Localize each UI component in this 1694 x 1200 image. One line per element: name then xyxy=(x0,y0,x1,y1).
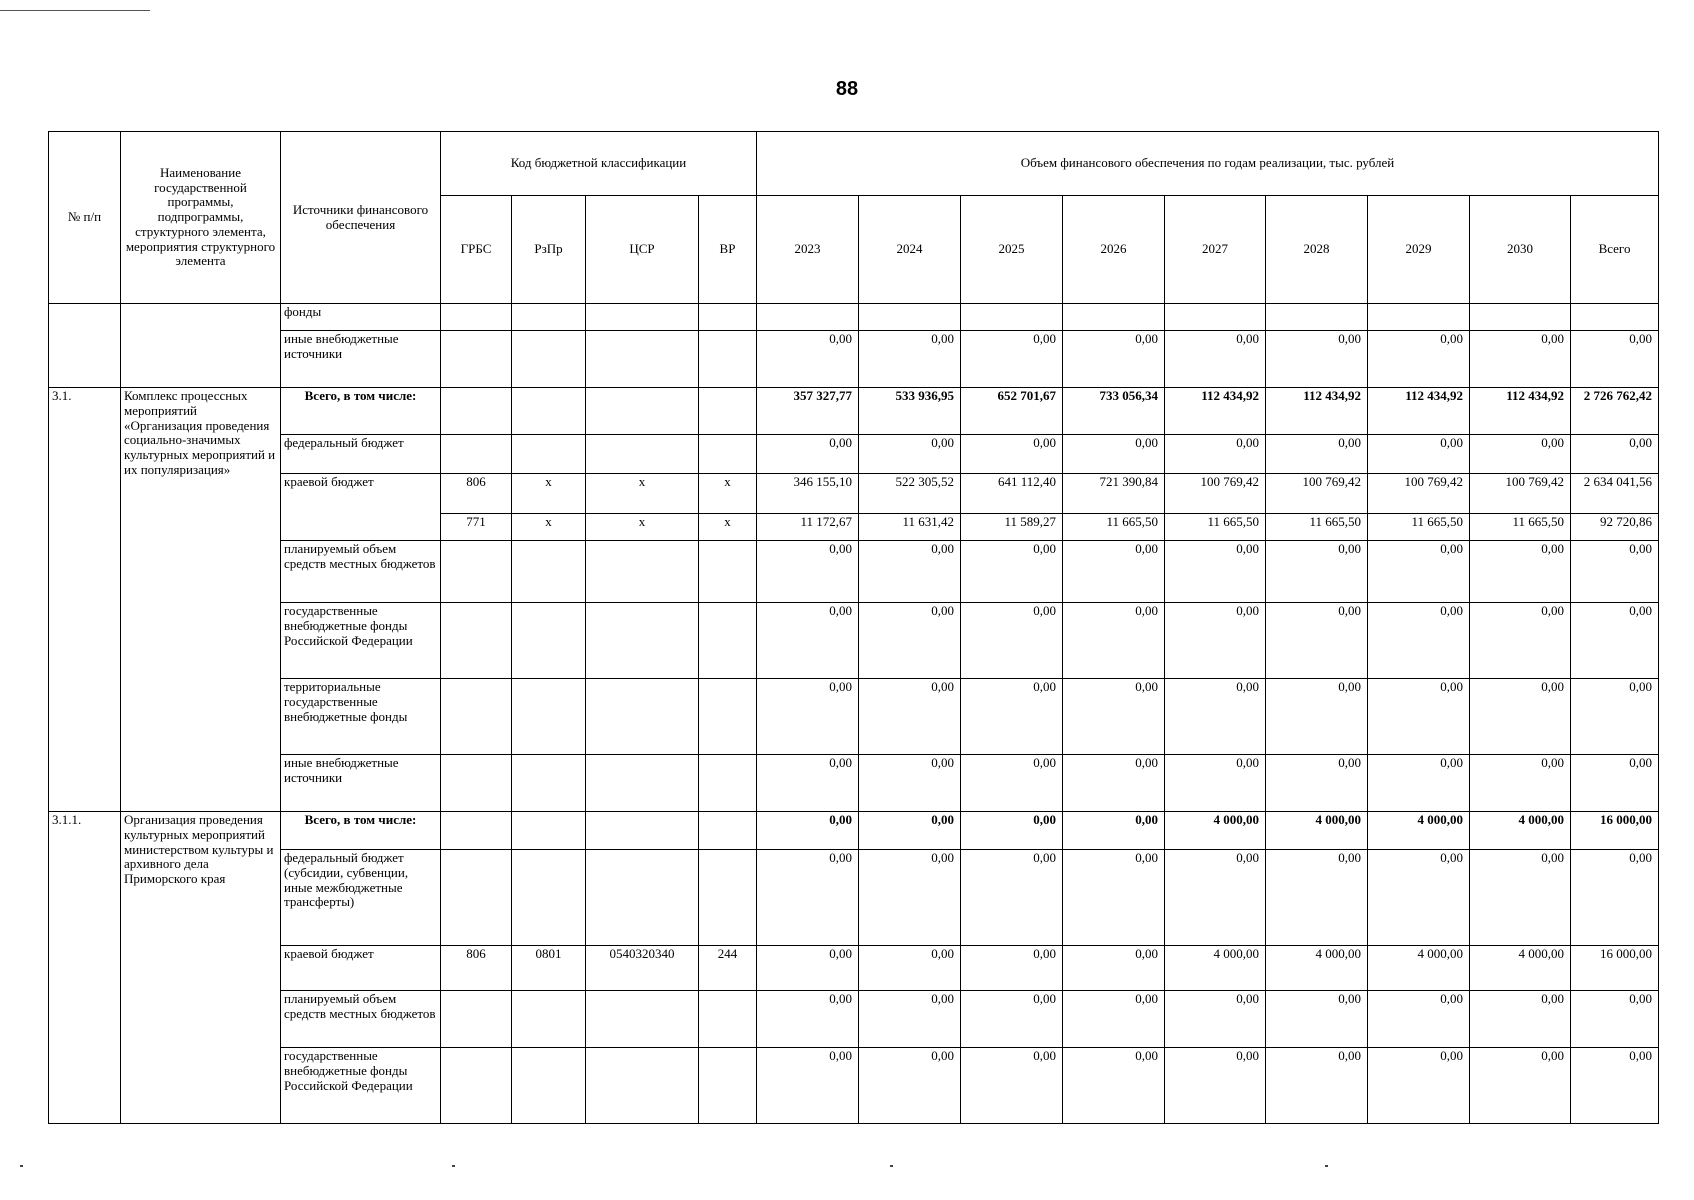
scan-mark xyxy=(890,1165,893,1167)
value-cell: 0,00 xyxy=(961,435,1063,474)
table-row xyxy=(49,474,1659,514)
value-cell: 11 172,67 xyxy=(757,514,859,541)
source-cell: краевой бюджет xyxy=(281,946,441,991)
value-cell: 0,00 xyxy=(1165,435,1266,474)
value-cell: 0,00 xyxy=(961,1048,1063,1124)
value-cell: 0,00 xyxy=(1368,991,1470,1048)
value-cell: 0,00 xyxy=(859,1048,961,1124)
value-cell: 4 000,00 xyxy=(1266,812,1368,850)
value-cell: 0,00 xyxy=(1165,331,1266,388)
grbs-cell: 806 xyxy=(441,946,512,991)
vr-cell: х xyxy=(699,514,757,541)
header-total: Всего xyxy=(1571,196,1659,304)
value-cell xyxy=(1063,304,1165,331)
value-cell: 0,00 xyxy=(1571,991,1659,1048)
financing-table xyxy=(48,131,1659,1124)
source-cell: краевой бюджет xyxy=(281,474,441,541)
header-grbs: ГРБС xyxy=(441,196,512,304)
vr-cell: 244 xyxy=(699,946,757,991)
header-volume-group: Объем финансового обеспечения по годам реализации, тыс. рублей xyxy=(757,132,1659,196)
value-cell: 0,00 xyxy=(1266,755,1368,812)
table-row xyxy=(49,850,1659,946)
value-cell: 0,00 xyxy=(1063,755,1165,812)
value-cell: 92 720,86 xyxy=(1571,514,1659,541)
source-cell: Всего, в том числе: xyxy=(281,812,441,850)
value-cell: 0,00 xyxy=(1063,541,1165,603)
rzpr-cell: х xyxy=(512,474,586,514)
table-row xyxy=(49,1048,1659,1124)
value-cell: 0,00 xyxy=(961,541,1063,603)
name-cell xyxy=(121,304,281,388)
value-cell: 0,00 xyxy=(1063,850,1165,946)
table-row xyxy=(49,946,1659,991)
value-cell: 0,00 xyxy=(1063,946,1165,991)
value-cell: 0,00 xyxy=(859,946,961,991)
value-cell xyxy=(1266,304,1368,331)
scan-mark xyxy=(20,1165,23,1167)
value-cell xyxy=(1470,304,1571,331)
value-cell: 0,00 xyxy=(961,331,1063,388)
scan-mark xyxy=(452,1165,455,1167)
value-cell: 0,00 xyxy=(1266,603,1368,679)
header-num: № п/п xyxy=(49,132,121,304)
source-cell: фонды xyxy=(281,304,441,331)
header-year: 2026 xyxy=(1063,196,1165,304)
page-number: 88 xyxy=(835,78,859,100)
value-cell: 0,00 xyxy=(757,991,859,1048)
table-row xyxy=(49,991,1659,1048)
scan-artifact-line xyxy=(0,10,150,11)
value-cell: 0,00 xyxy=(859,755,961,812)
value-cell: 0,00 xyxy=(1571,331,1659,388)
value-cell: 0,00 xyxy=(859,812,961,850)
header-csr: ЦСР xyxy=(586,196,699,304)
value-cell: 0,00 xyxy=(1571,1048,1659,1124)
value-cell: 0,00 xyxy=(1571,435,1659,474)
header-rzpr: РзПр xyxy=(512,196,586,304)
value-cell: 0,00 xyxy=(1470,755,1571,812)
value-cell: 0,00 xyxy=(1571,541,1659,603)
value-cell: 0,00 xyxy=(1571,603,1659,679)
value-cell xyxy=(961,304,1063,331)
source-cell: территориальные государственные внебюджетные фонды xyxy=(281,679,441,755)
value-cell xyxy=(1368,304,1470,331)
value-cell xyxy=(1165,304,1266,331)
value-cell: 0,00 xyxy=(1063,603,1165,679)
source-cell: иные внебюджетные источники xyxy=(281,331,441,388)
value-cell: 0,00 xyxy=(757,755,859,812)
value-cell: 11 631,42 xyxy=(859,514,961,541)
value-cell: 11 665,50 xyxy=(1063,514,1165,541)
header-year: 2030 xyxy=(1470,196,1571,304)
table-row xyxy=(49,331,1659,388)
value-cell: 11 665,50 xyxy=(1368,514,1470,541)
source-cell: государственные внебюджетные фонды Российской Федерации xyxy=(281,603,441,679)
table-row xyxy=(49,388,1659,435)
header-year: 2023 xyxy=(757,196,859,304)
value-cell xyxy=(1571,304,1659,331)
grbs-cell: 771 xyxy=(441,514,512,541)
table-row xyxy=(49,435,1659,474)
header-source: Источники финансового обеспечения xyxy=(281,132,441,304)
value-cell: 100 769,42 xyxy=(1470,474,1571,514)
value-cell: 4 000,00 xyxy=(1470,946,1571,991)
value-cell: 0,00 xyxy=(1470,603,1571,679)
num-cell: 3.1.1. xyxy=(49,812,121,1124)
value-cell: 0,00 xyxy=(1165,603,1266,679)
value-cell: 0,00 xyxy=(1571,850,1659,946)
value-cell: 0,00 xyxy=(1571,679,1659,755)
value-cell: 112 434,92 xyxy=(1266,388,1368,435)
value-cell: 11 589,27 xyxy=(961,514,1063,541)
value-cell: 16 000,00 xyxy=(1571,812,1659,850)
value-cell: 112 434,92 xyxy=(1470,388,1571,435)
value-cell: 0,00 xyxy=(1470,541,1571,603)
name-cell: Организация проведения культурных мероприятий министерством культуры и архивного дела Приморского края xyxy=(121,812,281,1124)
header-vr: ВР xyxy=(699,196,757,304)
value-cell: 0,00 xyxy=(859,679,961,755)
value-cell: 0,00 xyxy=(1266,850,1368,946)
source-cell: федеральный бюджет (субсидии, субвенции, иные межбюджетные трансферты) xyxy=(281,850,441,946)
value-cell xyxy=(757,304,859,331)
value-cell: 0,00 xyxy=(1368,755,1470,812)
header-year: 2028 xyxy=(1266,196,1368,304)
csr-cell: х xyxy=(586,474,699,514)
value-cell: 100 769,42 xyxy=(1165,474,1266,514)
value-cell: 0,00 xyxy=(757,435,859,474)
table-row xyxy=(49,812,1659,850)
vr-cell: х xyxy=(699,474,757,514)
value-cell xyxy=(859,304,961,331)
value-cell: 0,00 xyxy=(1368,541,1470,603)
value-cell: 2 634 041,56 xyxy=(1571,474,1659,514)
value-cell: 0,00 xyxy=(961,812,1063,850)
value-cell: 0,00 xyxy=(961,755,1063,812)
value-cell: 652 701,67 xyxy=(961,388,1063,435)
value-cell: 11 665,50 xyxy=(1266,514,1368,541)
value-cell: 4 000,00 xyxy=(1165,812,1266,850)
value-cell: 0,00 xyxy=(757,541,859,603)
value-cell: 0,00 xyxy=(1470,1048,1571,1124)
value-cell: 4 000,00 xyxy=(1165,946,1266,991)
value-cell: 0,00 xyxy=(1165,679,1266,755)
csr-cell: х xyxy=(586,514,699,541)
table-row xyxy=(49,679,1659,755)
value-cell: 100 769,42 xyxy=(1368,474,1470,514)
num-cell: 3.1. xyxy=(49,388,121,812)
value-cell: 0,00 xyxy=(1165,755,1266,812)
value-cell: 0,00 xyxy=(1470,991,1571,1048)
header-name: Наименование государственной программы, подпрограммы, структурного элемента, мероприятия структурного элемента xyxy=(121,132,281,304)
rzpr-cell: 0801 xyxy=(512,946,586,991)
value-cell: 0,00 xyxy=(1470,850,1571,946)
value-cell: 0,00 xyxy=(757,603,859,679)
value-cell: 0,00 xyxy=(757,946,859,991)
value-cell: 0,00 xyxy=(1470,679,1571,755)
value-cell: 733 056,34 xyxy=(1063,388,1165,435)
source-cell: планируемый объем средств местных бюджетов xyxy=(281,991,441,1048)
value-cell: 0,00 xyxy=(961,946,1063,991)
value-cell: 533 936,95 xyxy=(859,388,961,435)
value-cell: 0,00 xyxy=(1470,435,1571,474)
source-cell: Всего, в том числе: xyxy=(281,388,441,435)
table-body xyxy=(49,304,1659,1124)
value-cell: 0,00 xyxy=(1063,1048,1165,1124)
value-cell: 0,00 xyxy=(1368,679,1470,755)
value-cell: 0,00 xyxy=(1063,812,1165,850)
rzpr-cell: х xyxy=(512,514,586,541)
value-cell: 0,00 xyxy=(961,603,1063,679)
value-cell: 0,00 xyxy=(961,679,1063,755)
value-cell: 11 665,50 xyxy=(1470,514,1571,541)
value-cell: 0,00 xyxy=(859,435,961,474)
value-cell: 0,00 xyxy=(1368,435,1470,474)
value-cell: 0,00 xyxy=(1368,331,1470,388)
value-cell: 0,00 xyxy=(757,331,859,388)
num-cell xyxy=(49,304,121,388)
value-cell: 0,00 xyxy=(1368,603,1470,679)
value-cell: 2 726 762,42 xyxy=(1571,388,1659,435)
value-cell: 4 000,00 xyxy=(1470,812,1571,850)
financing-table-wrapper xyxy=(48,131,1658,1124)
value-cell: 0,00 xyxy=(1165,991,1266,1048)
value-cell: 0,00 xyxy=(1165,541,1266,603)
value-cell: 721 390,84 xyxy=(1063,474,1165,514)
value-cell: 641 112,40 xyxy=(961,474,1063,514)
value-cell: 0,00 xyxy=(1063,679,1165,755)
table-row xyxy=(49,304,1659,331)
value-cell: 112 434,92 xyxy=(1165,388,1266,435)
source-cell: федеральный бюджет xyxy=(281,435,441,474)
value-cell: 0,00 xyxy=(1266,541,1368,603)
header-kbk-group: Код бюджетной классификации xyxy=(441,132,757,196)
header-year: 2029 xyxy=(1368,196,1470,304)
value-cell: 0,00 xyxy=(1165,1048,1266,1124)
value-cell: 0,00 xyxy=(1266,331,1368,388)
value-cell: 16 000,00 xyxy=(1571,946,1659,991)
value-cell: 0,00 xyxy=(757,679,859,755)
value-cell: 100 769,42 xyxy=(1266,474,1368,514)
source-cell: государственные внебюджетные фонды Российской Федерации xyxy=(281,1048,441,1124)
value-cell: 0,00 xyxy=(757,850,859,946)
table-row xyxy=(49,541,1659,603)
value-cell: 4 000,00 xyxy=(1368,946,1470,991)
value-cell: 0,00 xyxy=(757,812,859,850)
value-cell: 346 155,10 xyxy=(757,474,859,514)
value-cell: 0,00 xyxy=(859,991,961,1048)
value-cell: 0,00 xyxy=(961,991,1063,1048)
table-row xyxy=(49,603,1659,679)
value-cell: 112 434,92 xyxy=(1368,388,1470,435)
value-cell: 0,00 xyxy=(1266,679,1368,755)
csr-cell: 0540320340 xyxy=(586,946,699,991)
header-year: 2027 xyxy=(1165,196,1266,304)
table-head xyxy=(49,132,1659,304)
table-row xyxy=(49,755,1659,812)
value-cell: 4 000,00 xyxy=(1266,946,1368,991)
value-cell: 0,00 xyxy=(1165,850,1266,946)
value-cell: 0,00 xyxy=(1368,1048,1470,1124)
header-year: 2025 xyxy=(961,196,1063,304)
value-cell: 0,00 xyxy=(961,850,1063,946)
grbs-cell: 806 xyxy=(441,474,512,514)
value-cell: 357 327,77 xyxy=(757,388,859,435)
value-cell: 0,00 xyxy=(1571,755,1659,812)
value-cell: 0,00 xyxy=(1266,991,1368,1048)
value-cell: 0,00 xyxy=(859,331,961,388)
value-cell: 0,00 xyxy=(1063,331,1165,388)
value-cell: 4 000,00 xyxy=(1368,812,1470,850)
value-cell: 0,00 xyxy=(1063,991,1165,1048)
header-year: 2024 xyxy=(859,196,961,304)
value-cell: 0,00 xyxy=(1063,435,1165,474)
value-cell: 0,00 xyxy=(859,603,961,679)
value-cell: 0,00 xyxy=(859,850,961,946)
value-cell: 0,00 xyxy=(859,541,961,603)
scan-mark xyxy=(1325,1165,1328,1167)
value-cell: 522 305,52 xyxy=(859,474,961,514)
value-cell: 0,00 xyxy=(1368,850,1470,946)
source-cell: планируемый объем средств местных бюджетов xyxy=(281,541,441,603)
value-cell: 0,00 xyxy=(1266,1048,1368,1124)
value-cell: 0,00 xyxy=(1470,331,1571,388)
name-cell: Комплекс процессных мероприятий «Организация проведения социально-значимых культурных мероприятий и их популяризация» xyxy=(121,388,281,812)
value-cell: 0,00 xyxy=(757,1048,859,1124)
value-cell: 0,00 xyxy=(1266,435,1368,474)
source-cell: иные внебюджетные источники xyxy=(281,755,441,812)
value-cell: 11 665,50 xyxy=(1165,514,1266,541)
